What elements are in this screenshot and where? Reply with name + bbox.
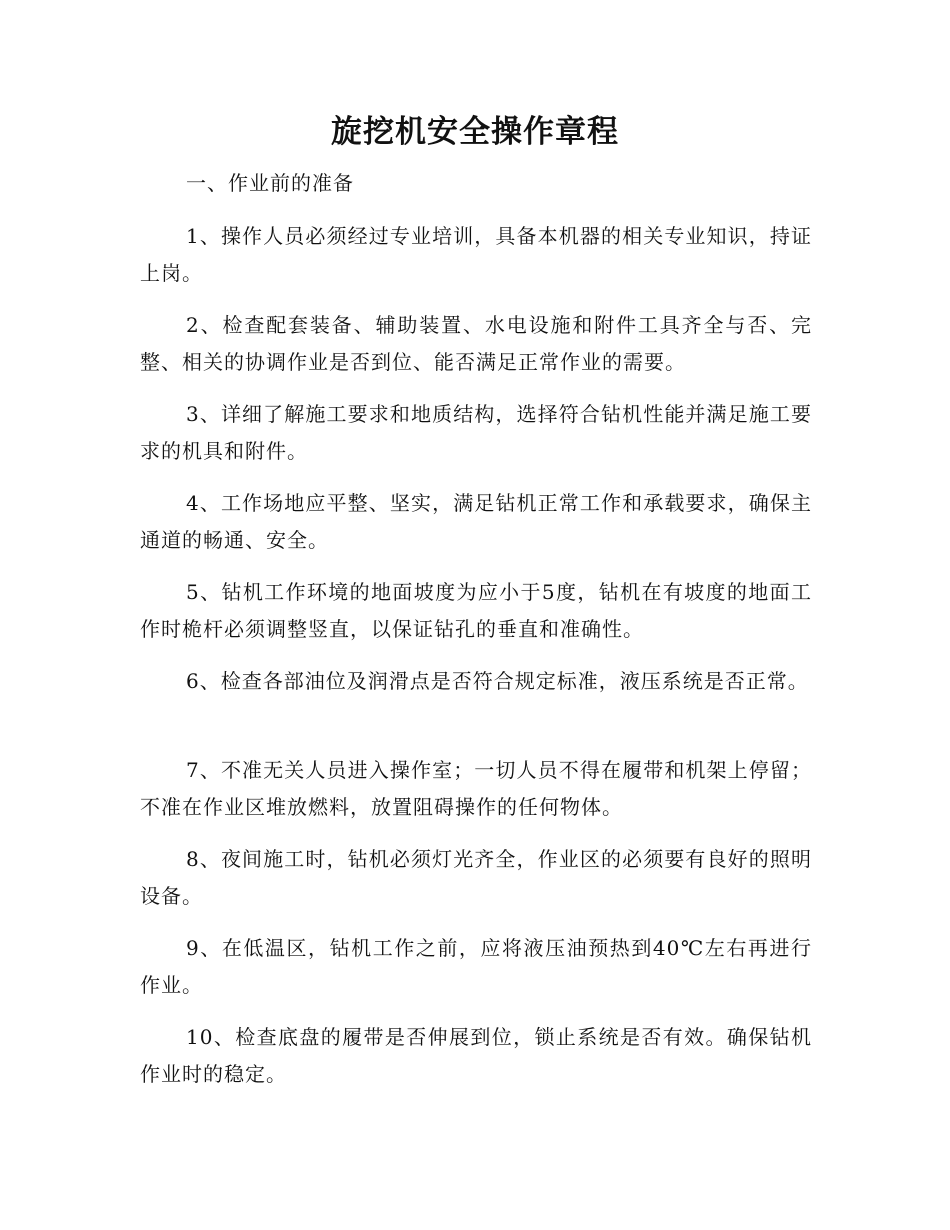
paragraph-4: 4、工作场地应平整、坚实，满足钻机正常工作和承载要求，确保主通道的畅通、安全。 (140, 491, 812, 552)
paragraph-9: 9、在低温区，钻机工作之前，应将液压油预热到40℃左右再进行作业。 (140, 936, 812, 997)
paragraph-7: 7、不准无关人员进入操作室；一切人员不得在履带和机架上停留；不准在作业区堆放燃料，放置阻碍操作的任何物体。 (140, 758, 812, 819)
paragraph-6: 6、检查各部油位及润滑点是否符合规定标准，液压系统是否正常。 (186, 669, 809, 693)
paragraph-10: 10、检查底盘的履带是否伸展到位，锁止系统是否有效。确保钻机作业时的稳定。 (140, 1025, 812, 1086)
paragraph-5: 5、钻机工作环境的地面坡度为应小于5度，钻机在有坡度的地面工作时桅杆必须调整竖直，以保证钻孔的垂直和准确性。 (140, 580, 812, 641)
paragraph-2: 2、检查配套装备、辅助装置、水电设施和附件工具齐全与否、完整、相关的协调作业是否到位、能否满足正常作业的需要。 (140, 313, 812, 374)
paragraph-1: 1、操作人员必须经过专业培训，具备本机器的相关专业知识，持证上岗。 (140, 224, 812, 285)
section-heading: 一、作业前的准备 (186, 171, 354, 195)
paragraph-3: 3、详细了解施工要求和地质结构，选择符合钻机性能并满足施工要求的机具和附件。 (140, 402, 812, 463)
page-title: 旋挖机安全操作章程 (331, 114, 619, 150)
paragraph-8: 8、夜间施工时，钻机必须灯光齐全，作业区的必须要有良好的照明设备。 (140, 847, 812, 908)
